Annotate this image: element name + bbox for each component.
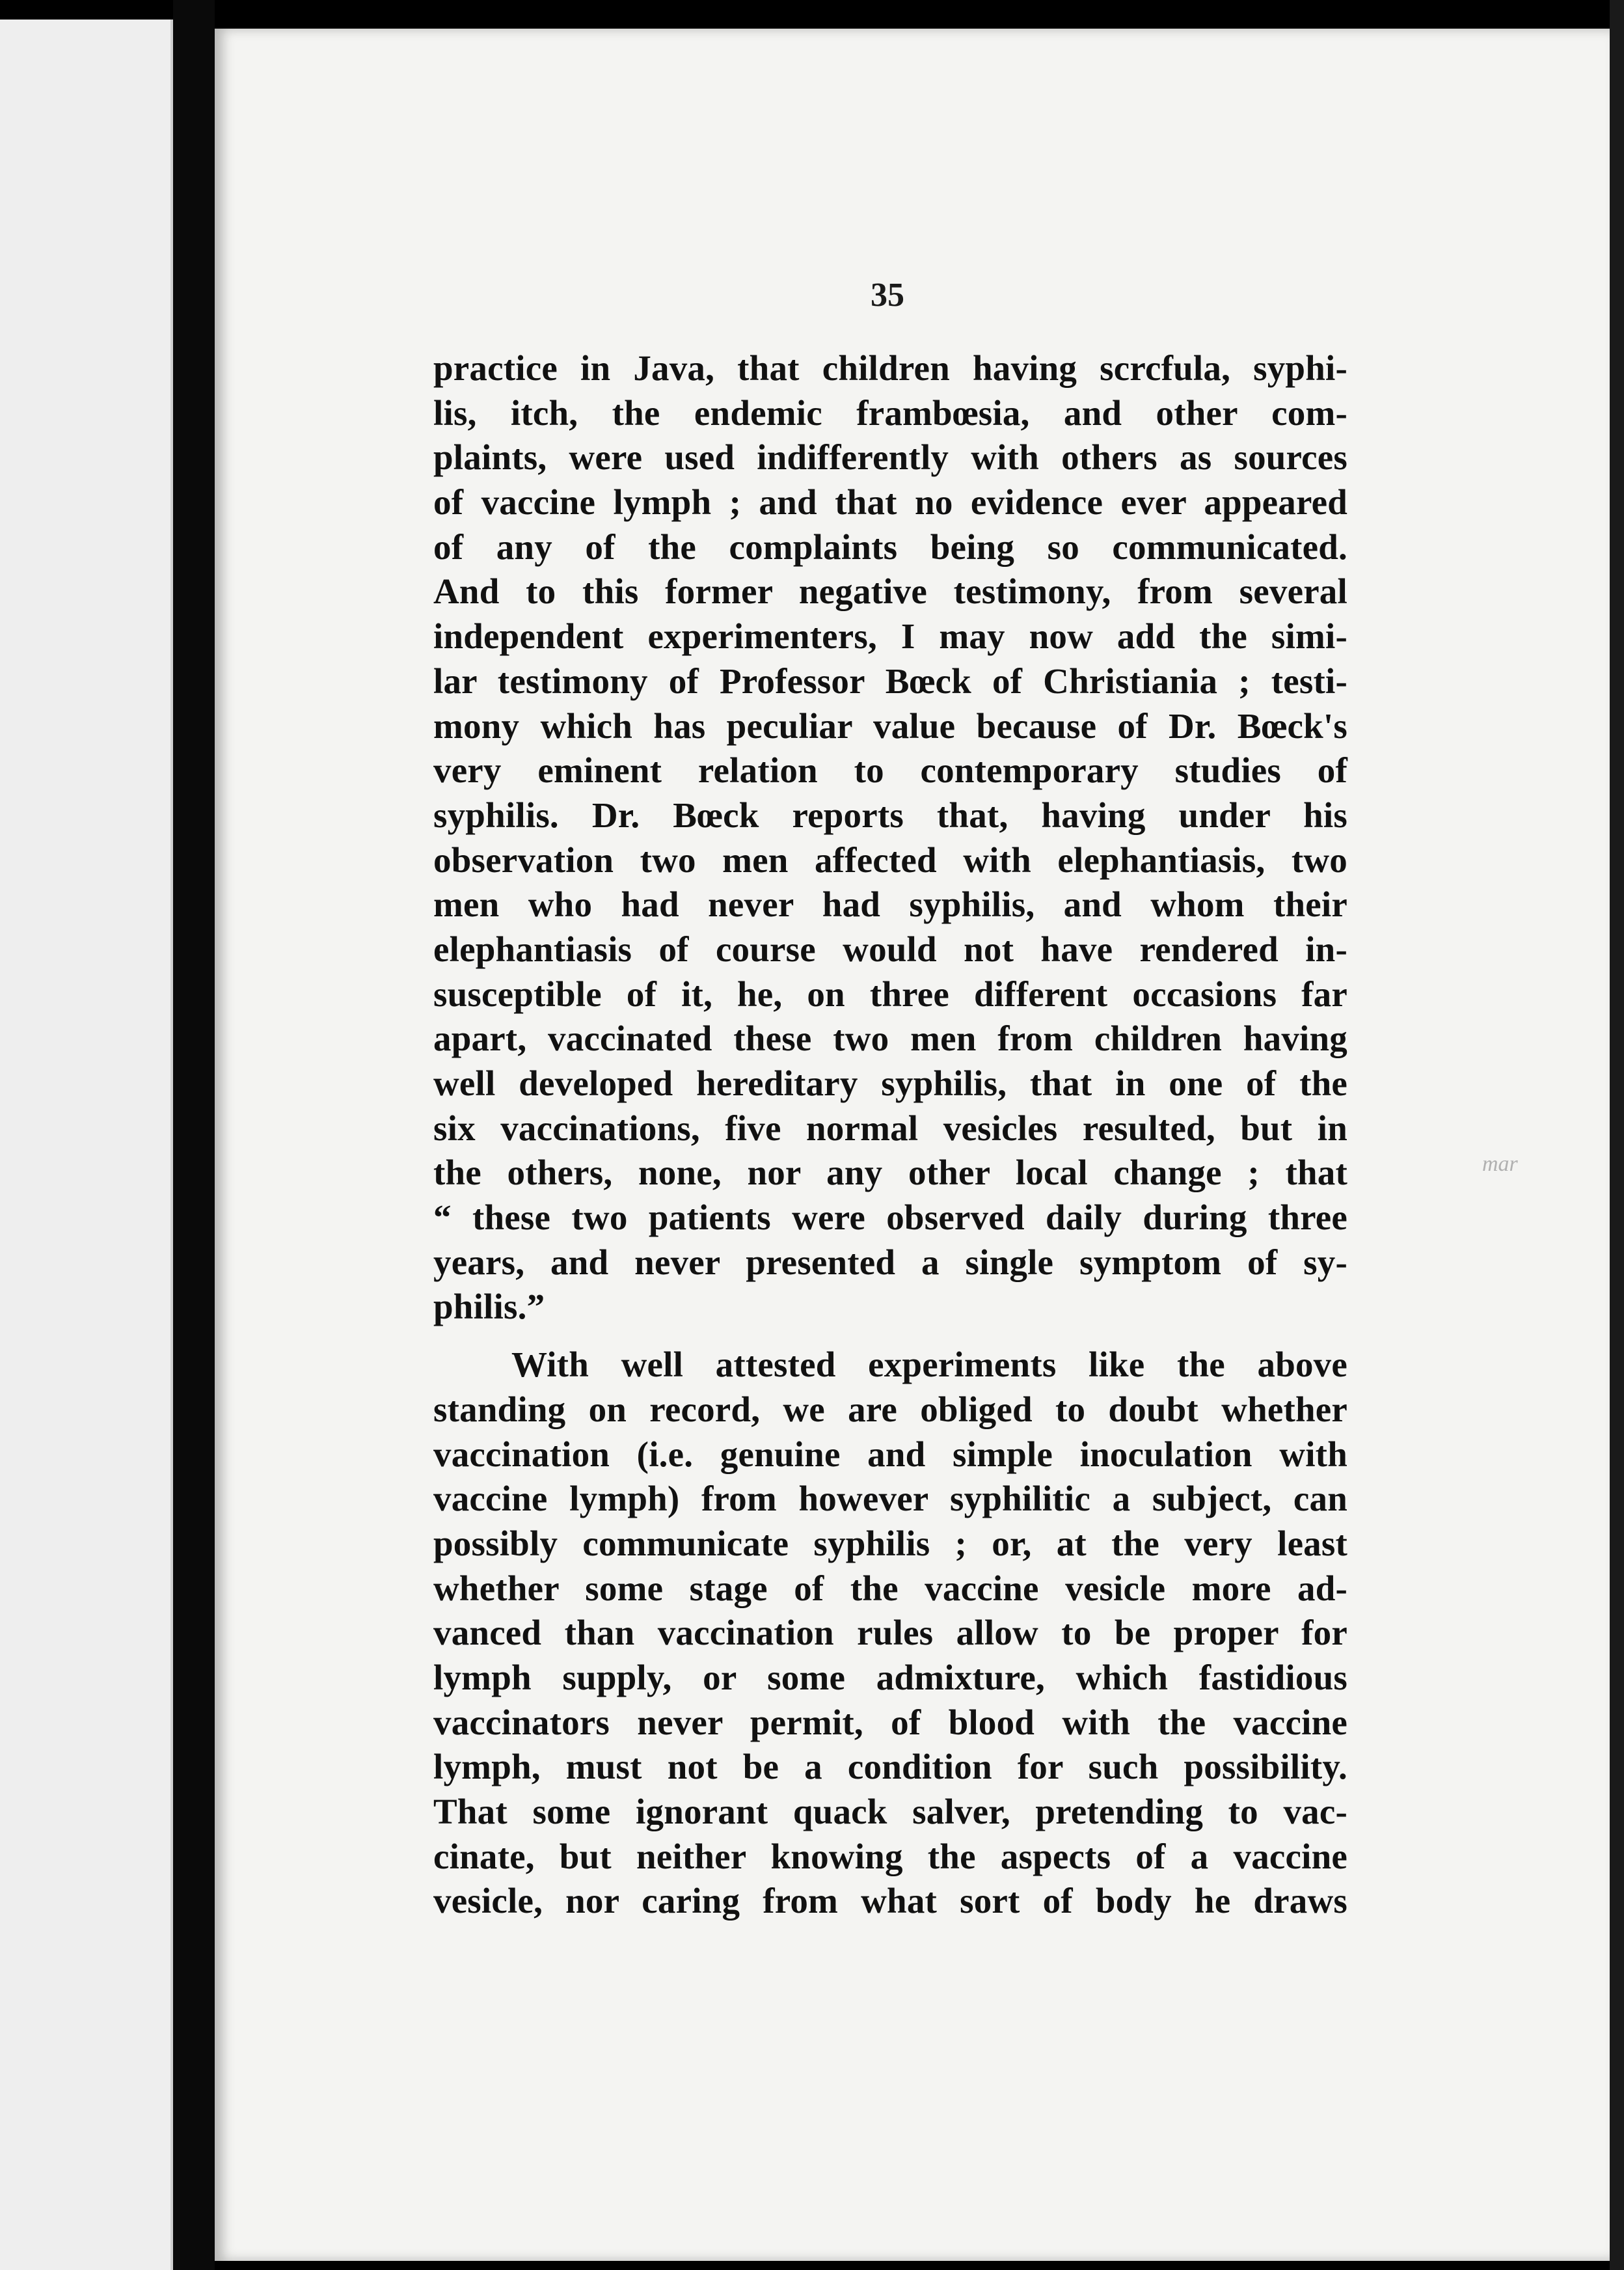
text-line: whether some stage of the vaccine vesicle more ad- xyxy=(433,1568,1347,1608)
text-line: observation two men affected with elephantiasis, two xyxy=(433,840,1347,880)
text-line: of vaccine lymph ; and that no evidence ever appeared xyxy=(433,482,1347,523)
text-line: lymph supply, or some admixture, which fastidious xyxy=(433,1657,1347,1697)
text-line: the others, none, nor any other local change ; that xyxy=(433,1153,1347,1193)
book-gutter xyxy=(173,0,215,2270)
text-line: independent experimenters, I may now add the simi- xyxy=(433,616,1347,657)
text-line: lymph, must not be a condition for such possibility. xyxy=(433,1747,1347,1787)
text-line: vaccine lymph) from however syphilitic a subject, can xyxy=(433,1479,1347,1519)
text-line: vaccinators never permit, of blood with the vaccine xyxy=(433,1702,1347,1742)
body-text xyxy=(433,346,1347,1924)
text-line: standing on record, we are obliged to doubt whether xyxy=(433,1389,1347,1429)
margin-note: mar xyxy=(1482,1152,1518,1176)
text-line: of any of the complaints being so communicated. xyxy=(433,526,1347,567)
text-line: well developed hereditary syphilis, that in one of the xyxy=(433,1063,1347,1103)
text-line: mony which has peculiar value because of Dr. Bœck's xyxy=(433,705,1347,746)
page-number: 35 xyxy=(871,277,904,314)
text-line: susceptible of it, he, on three different occasions far xyxy=(433,974,1347,1014)
text-line: years, and never presented a single symptom of sy- xyxy=(433,1242,1347,1282)
text-line: And to this former negative testimony, from several xyxy=(433,571,1347,612)
text-line: plaints, were used indifferently with others as sources xyxy=(433,437,1347,478)
text-line: six vaccinations, five normal vesicles resulted, but in xyxy=(433,1108,1347,1148)
paragraph-2 xyxy=(433,1343,1347,1924)
text-line: men who had never had syphilis, and whom their xyxy=(433,884,1347,925)
text-line: lis, itch, the endemic frambœsia, and other com- xyxy=(433,392,1347,433)
text-line: vanced than vaccination rules allow to be proper for xyxy=(433,1613,1347,1653)
text-line: lar testimony of Professor Bœck of Christiania ; testi- xyxy=(433,661,1347,701)
text-line: very eminent relation to contemporary studies of xyxy=(433,750,1347,791)
text-line: elephantiasis of course would not have rendered in- xyxy=(433,929,1347,969)
text-line: syphilis. Dr. Bœck reports that, having under his xyxy=(433,795,1347,835)
scan-border xyxy=(1610,0,1624,2270)
text-line: That some ignorant quack salver, pretending to vac- xyxy=(433,1792,1347,1831)
text-line: philis.” xyxy=(433,1287,545,1327)
facing-page-edge xyxy=(0,20,173,2270)
paragraph-1 xyxy=(433,346,1347,1330)
text-line: vesicle, nor caring from what sort of body he draws xyxy=(433,1881,1347,1921)
text-line: With well attested experiments like the above xyxy=(511,1345,1347,1385)
text-line: possibly communicate syphilis ; or, at the very least xyxy=(433,1523,1347,1563)
text-line: vaccination (i.e. genuine and simple inoculation with xyxy=(433,1434,1347,1474)
text-line: “ these two patients were observed daily during three xyxy=(433,1197,1347,1238)
text-line: cinate, but neither knowing the aspects of a vaccine xyxy=(433,1836,1347,1876)
paragraph-gap xyxy=(433,1330,1347,1343)
text-line: apart, vaccinated these two men from children having xyxy=(433,1019,1347,1059)
text-line: practice in Java, that children having scrcfula, syphi- xyxy=(433,348,1347,388)
